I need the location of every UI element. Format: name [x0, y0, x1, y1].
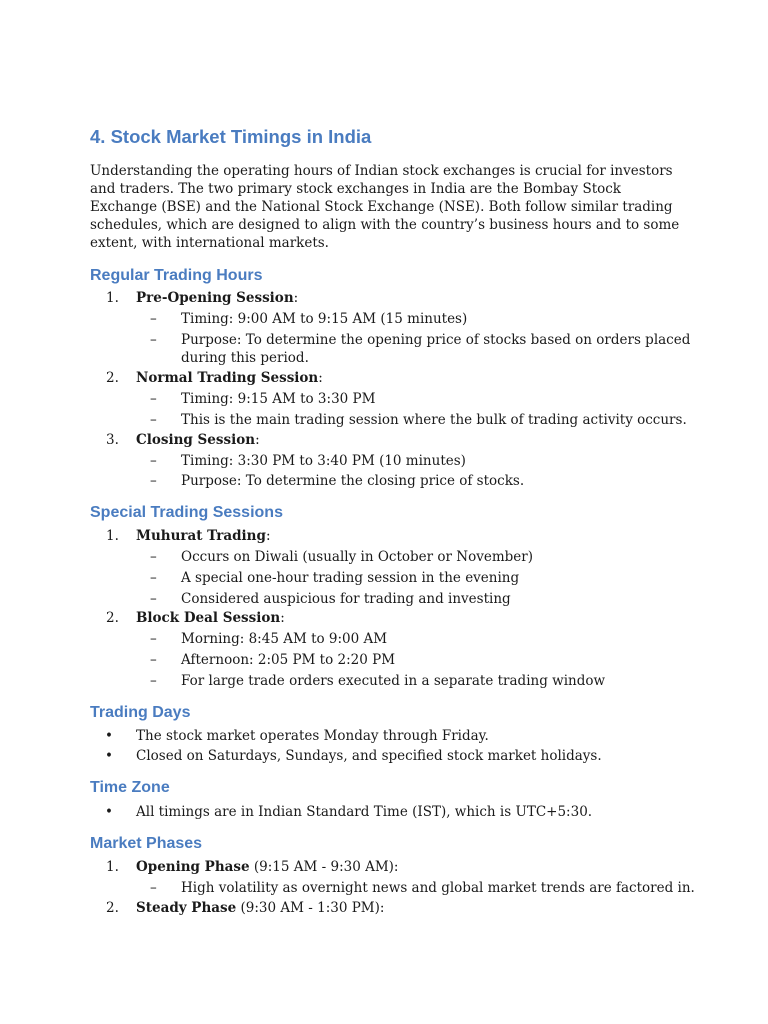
list-item-title: [136, 858, 398, 876]
list-number: 1.: [106, 528, 119, 544]
bullet-item: All timings are in Indian Standard Time (IST), which is UTC+5:30.: [136, 804, 593, 820]
list-number: 2.: [106, 610, 119, 626]
sub-item: Occurs on Diwali (usually in October or November): [181, 549, 533, 565]
item-title-suffix: :: [318, 370, 323, 386]
list-number: 1.: [106, 290, 119, 306]
item-title-bold: Opening Phase: [136, 859, 250, 875]
item-title-suffix: (9:15 AM - 9:30 AM):: [249, 859, 399, 875]
list-item-title: [136, 431, 260, 449]
dash-marker: –: [150, 631, 157, 647]
heading-special-trading-sessions: Special Trading Sessions: [90, 504, 283, 521]
heading-time-zone: Time Zone: [90, 779, 170, 796]
bullet-marker: •: [105, 804, 113, 820]
heading-market-phases: Market Phases: [90, 835, 203, 852]
heading-trading-days: Trading Days: [90, 704, 191, 721]
dash-marker: –: [150, 453, 157, 469]
item-title-suffix: :: [280, 610, 285, 626]
sub-item: Considered auspicious for trading and investing: [181, 591, 511, 607]
item-title-bold: Pre-Opening Session: [136, 290, 294, 306]
sub-item: A special one-hour trading session in the evening: [181, 570, 520, 586]
sub-item: Morning: 8:45 AM to 9:00 AM: [181, 631, 388, 647]
list-item-title: [136, 289, 298, 307]
list-item-title: [136, 899, 384, 917]
sub-item: Timing: 9:00 AM to 9:15 AM (15 minutes): [181, 311, 468, 327]
list-item-title: [136, 369, 323, 387]
item-title-suffix: :: [293, 290, 299, 306]
intro-paragraph: Understanding the operating hours of Indian stock exchanges is crucial for investors and traders. The two primary stock exchanges in India are the Bombay Stock Exchange (BSE) and the National Stock Exchange (NSE). Both follow similar trading schedules, which are designed to align with the country’s business hours and to some extent, with international markets.: [90, 163, 680, 251]
dash-marker: –: [150, 570, 157, 586]
list-number: 3.: [106, 432, 119, 448]
item-title-suffix: (9:30 AM - 1:30 PM):: [236, 900, 385, 916]
sub-item: For large trade orders executed in a separate trading window: [181, 673, 606, 689]
dash-marker: –: [150, 549, 157, 565]
dash-marker: –: [150, 652, 157, 668]
sub-item: Purpose: To determine the closing price of stocks.: [181, 473, 525, 489]
section-title: 4. Stock Market Timings in India: [90, 126, 372, 147]
sub-item: Afternoon: 2:05 PM to 2:20 PM: [181, 652, 396, 668]
dash-marker: –: [150, 473, 157, 489]
item-title-bold: Steady Phase: [136, 900, 237, 916]
item-title-suffix: :: [265, 528, 271, 544]
dash-marker: –: [150, 391, 157, 407]
item-title-bold: Block Deal Session: [136, 610, 281, 626]
item-title-bold: Muhurat Trading: [136, 528, 266, 544]
sub-item: Timing: 9:15 AM to 3:30 PM: [181, 391, 376, 407]
list-item-title: [136, 609, 285, 627]
dash-marker: –: [150, 412, 157, 428]
bullet-item: The stock market operates Monday through Friday.: [136, 728, 489, 744]
bullet-item: Closed on Saturdays, Sundays, and specified stock market holidays.: [136, 748, 602, 764]
sub-item-continuation: during this period.: [181, 350, 309, 366]
item-title-bold: Closing Session: [136, 432, 256, 448]
dash-marker: –: [150, 311, 157, 327]
sub-item: Timing: 3:30 PM to 3:40 PM (10 minutes): [181, 453, 466, 469]
item-title-bold: Normal Trading Session: [136, 370, 319, 386]
sub-item: This is the main trading session where the bulk of trading activity occurs.: [181, 412, 687, 428]
dash-marker: –: [150, 880, 157, 896]
list-number: 2.: [106, 900, 119, 916]
item-title-suffix: :: [255, 432, 260, 448]
sub-item: High volatility as overnight news and global market trends are factored in.: [181, 880, 695, 896]
heading-regular-trading-hours: Regular Trading Hours: [90, 267, 263, 284]
list-item-title: [136, 527, 271, 545]
dash-marker: –: [150, 673, 157, 689]
list-number: 2.: [106, 370, 119, 386]
sub-item: Purpose: To determine the opening price of stocks based on orders placed: [181, 332, 691, 348]
dash-marker: –: [150, 591, 157, 607]
bullet-marker: •: [105, 748, 113, 764]
bullet-marker: •: [105, 728, 113, 744]
dash-marker: –: [150, 332, 157, 348]
list-number: 1.: [106, 859, 119, 875]
